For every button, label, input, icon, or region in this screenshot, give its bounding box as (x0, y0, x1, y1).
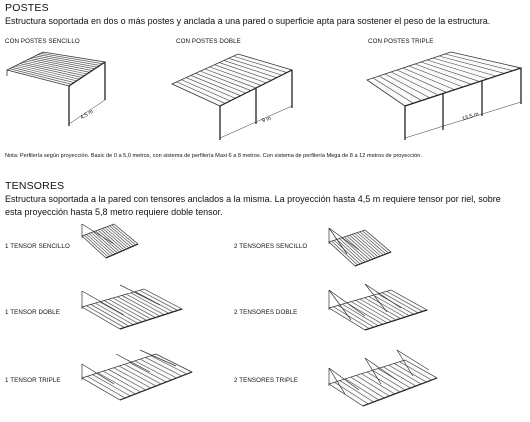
dimension-sencillo: 4,5 m (79, 108, 95, 122)
label-1-tensor-sencillo: 1 TENSOR SENCILLO (5, 243, 70, 250)
dimension-triple: 13,5 m (461, 111, 480, 123)
label-1-tensor-triple: 1 TENSOR TRIPLE (5, 377, 61, 384)
tensor-2-doble-illustration (325, 280, 430, 335)
dimension-doble: 9 m (261, 115, 273, 125)
postes-title: POSTES (5, 2, 49, 14)
label-postes-doble: CON POSTES DOBLE (176, 38, 241, 45)
postes-description: Estructura soportada en dos o más postes y anclada a una pared o superficie apta para sostener el peso de la estructura. (5, 16, 491, 26)
tensor-1-sencillo-illustration (80, 222, 140, 272)
tensor-1-triple-illustration (80, 350, 195, 410)
label-1-tensor-doble: 1 TENSOR DOBLE (5, 309, 60, 316)
tensor-2-triple-illustration (325, 348, 440, 413)
label-postes-sencillo: CON POSTES SENCILLO (5, 38, 80, 45)
postes-note: Nota: Perfilería según proyección. Basic de 0 a 5,0 metros, con sistema de perfilería Maxi 6 a 8 metros. Con sistema de perfilería Mega de 8 a 12 metros de proyección. (5, 153, 422, 159)
pergola-postes-doble-illustration (168, 48, 298, 148)
tensores-title: TENSORES (5, 180, 65, 192)
tensores-description-line2: esta proyección hasta 5,8 metro requiere doble tensor. (5, 207, 223, 217)
label-2-tensores-sencillo: 2 TENSORES SENCILLO (234, 243, 308, 250)
tensores-description-line1: Estructura soportada a la pared con tensores anclados a la misma. La proyección hasta 4,5 m requiere tensor por riel, sobre (5, 194, 501, 204)
tensor-2-sencillo-illustration (325, 222, 395, 272)
tensor-1-doble-illustration (80, 285, 185, 335)
pergola-postes-triple-illustration (365, 48, 525, 148)
label-2-tensores-triple: 2 TENSORES TRIPLE (234, 377, 299, 384)
label-postes-triple: CON POSTES TRIPLE (368, 38, 434, 45)
pergola-postes-sencillo-illustration (5, 48, 115, 133)
label-2-tensores-doble: 2 TENSORES DOBLE (234, 309, 298, 316)
